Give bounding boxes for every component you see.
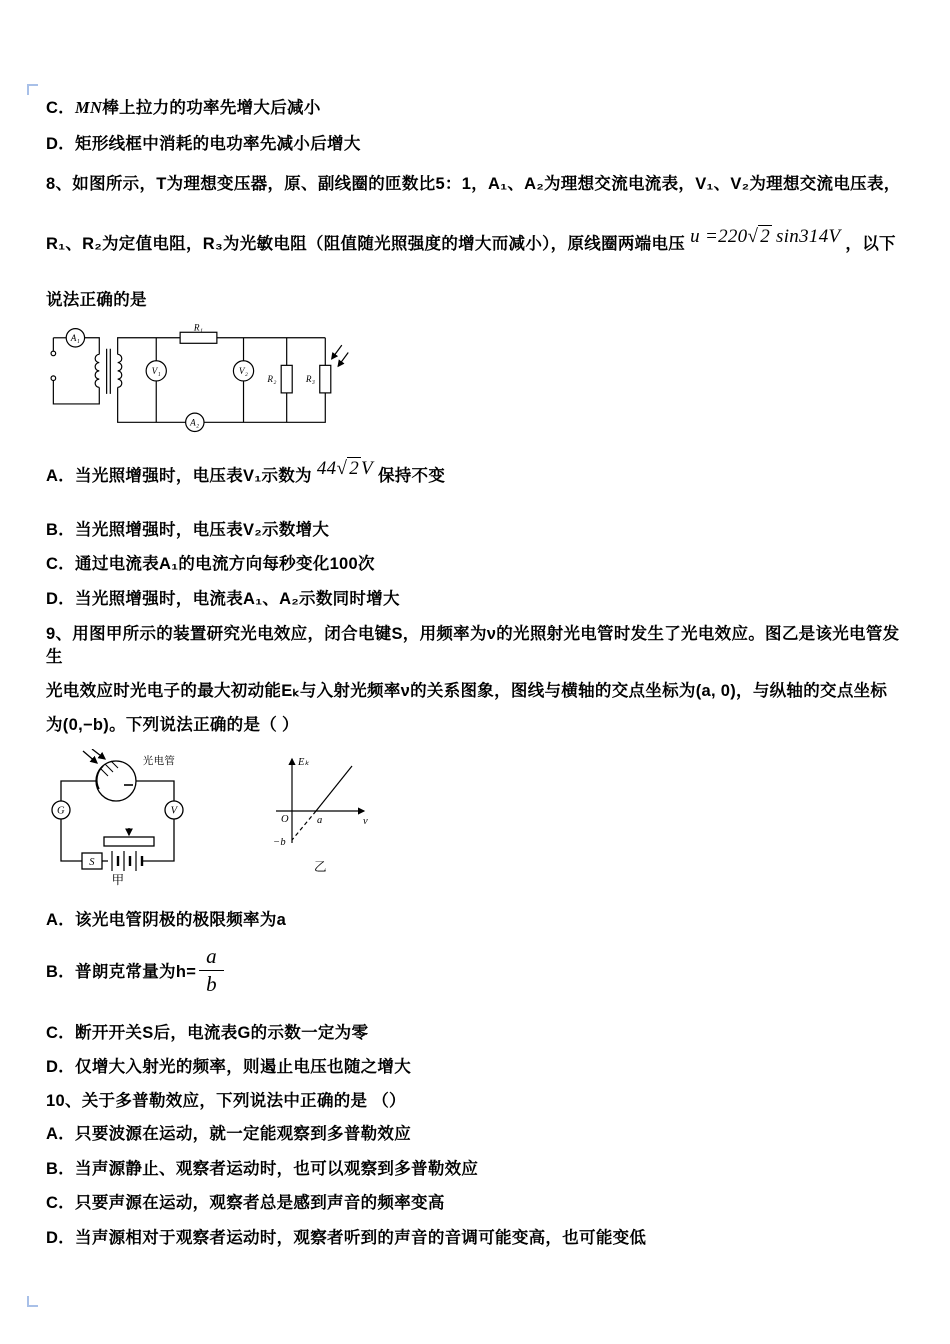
stem-text: ，以下 [845,235,896,253]
option-label: C． [46,1194,76,1212]
unit: V [361,458,373,479]
label-v2: V₂ [238,366,249,377]
q8-option-d [46,588,910,611]
option-text: 棒上拉力的功率先增大后减小 [102,99,321,117]
prev-question-option-c [46,96,910,120]
q8-option-a [46,458,910,488]
q8-circuit-figure [46,318,351,443]
q8-option-b [46,519,910,542]
q8-stem-line2 [46,226,910,256]
photoresistor-r3-symbol [320,365,331,393]
q10-stem [46,1090,910,1113]
light-arrow-icon [83,751,97,763]
q10-option-d [46,1227,910,1250]
option-text: 当声源静止、观察者运动时，也可以观察到多普勒效应 [75,1160,479,1178]
q9-stem-line2 [46,680,910,703]
apparatus-wires [52,749,183,871]
q10-option-b [46,1158,910,1181]
q9-stem-line1 [46,623,910,669]
option-label: A． [46,1125,76,1143]
label-origin: O [281,814,289,825]
q10-option-a [46,1123,910,1146]
q8-stem-line1 [46,173,910,196]
label-a1: A₁ [70,332,81,343]
q9-figures [46,749,910,887]
option-label: C． [46,555,76,573]
fraction-denominator: b [206,971,217,996]
label-a2: A₂ [190,417,200,428]
fraction-numerator: a [199,944,224,970]
label-phototube: 光电管 [142,755,176,767]
stem-text: 8、如图所示，T为理想变压器，原、副线圈的匝数比5：1，A₁、A₂为理想交流电流表，V₁、V₂为理想交流电压表， [46,175,901,193]
fraction-a-over-b [199,944,224,995]
option-label: B． [46,962,76,981]
option-label: B． [46,1160,76,1178]
ek-line [316,766,352,811]
stem-text: 9、用图甲所示的装置研究光电效应，闭合电键S，用频率为ν的光照射光电管时发生了光电效应。图乙是该光电管发生 [46,625,900,666]
option-label: D． [46,1229,76,1247]
resistor-r1-symbol [180,332,217,343]
transformer-core [107,349,111,394]
option-label: D． [46,135,76,153]
option-text: 保持不变 [377,467,446,485]
label-r3: R₃ [305,373,316,384]
label-jia: 甲 [111,873,125,887]
variable-mn: MN [75,98,103,117]
light-arrow-icon [332,345,342,359]
option-text: 当光照增强时，电流表A₁、A₂示数同时增大 [75,590,400,608]
q9-apparatus-figure [46,749,206,887]
ek-line-dashed-extension [292,811,316,840]
option-text: 普朗克常量为h= [75,962,197,981]
option-text: 只要声源在运动，观察者总是感到声音的频率变高 [75,1194,445,1212]
label-v1: V₁ [151,366,161,377]
label-s: S [89,857,95,868]
q9-option-c [46,1022,910,1045]
label-g: G [57,805,65,817]
radicand: 2 [760,226,771,247]
battery-long-plates [112,851,136,871]
equation-tail: sin314V [776,226,841,247]
page-corner-mark [27,84,38,95]
option-text: 矩形线框中消耗的电功率先减小后增大 [75,135,361,153]
label-nu: ν [363,816,368,827]
page-corner-mark [27,1296,38,1307]
battery-short-plates [118,856,142,866]
option-text: 只要波源在运动，就一定能观察到多普勒效应 [75,1125,412,1143]
option-label: B． [46,521,76,539]
rheostat-symbol [104,837,154,846]
label-yi: 乙 [314,860,327,874]
option-text: 通过电流表A₁的电流方向每秒变化100次 [75,555,375,573]
q8-option-c [46,553,910,576]
option-text: 当声源相对于观察者运动时，观察者听到的声音的音调可能变高，也可能变低 [75,1229,647,1247]
equation-lead: 44 [316,458,337,479]
voltage-equation [690,225,840,248]
q9-graph-figure [264,749,382,881]
light-arrow-icon [92,749,105,759]
option-text: 断开开关S后，电流表G的示数一定为零 [75,1024,369,1042]
option-label: D． [46,1058,76,1076]
stem-text: 为(0,−b)。下列说法正确的是（ ） [46,716,299,734]
q9-option-b [46,942,910,1002]
label-a: a [317,815,323,826]
label-r2: R₂ [267,373,277,384]
input-terminal [51,351,56,356]
stem-text: 光电效应时光电子的最大初动能Eₖ与入射光频率ν的关系图象，图线与横轴的交点坐标为(a, 0)，与纵轴的交点坐标 [46,682,888,700]
label-v: V [170,805,178,817]
option-label: C． [46,1024,76,1042]
stem-text: 10、关于多普勒效应，下列说法中正确的是 （） [46,1092,406,1110]
q9-stem-line3 [46,714,910,737]
q9-option-a [46,909,910,932]
voltage-value-equation [317,457,373,480]
option-text: 仅增大入射光的频率，则遏止电压也随之增大 [75,1058,412,1076]
radical-sign: √ [747,226,759,247]
option-label: C． [46,99,76,117]
secondary-coil [118,354,122,387]
option-text: 当光照增强时，电压表V₂示数增大 [75,521,330,539]
input-terminal [51,376,56,381]
radicand: 2 [349,458,360,479]
label-ek: Eₖ [298,757,310,768]
resistor-r2-symbol [281,365,292,393]
option-label: A． [46,467,76,485]
light-arrow-icon [338,352,348,366]
option-text: 该光电管阴极的极限频率为a [75,911,287,929]
option-label: D． [46,590,76,608]
q10-option-c [46,1192,910,1215]
option-text: 当光照增强时，电压表V₁示数为 [75,467,312,485]
radical-sign: √ [336,458,348,479]
primary-coil [95,354,99,387]
label-minus-b: −b [273,837,286,848]
option-label: A． [46,911,76,929]
cathode-hatching [101,761,118,776]
circuit-wires [51,329,348,432]
q9-option-d [46,1056,910,1079]
prev-question-option-d [46,133,910,156]
q8-stem-line3 [46,289,910,312]
label-r1: R₁ [193,322,204,333]
equation-lead: u =220 [690,226,748,247]
stem-text: 说法正确的是 [46,291,147,309]
stem-text: R₁、R₂为定值电阻，R₃为光敏电阻（阻值随光照强度的增大而减小），原线圈两端电压 [46,235,686,253]
